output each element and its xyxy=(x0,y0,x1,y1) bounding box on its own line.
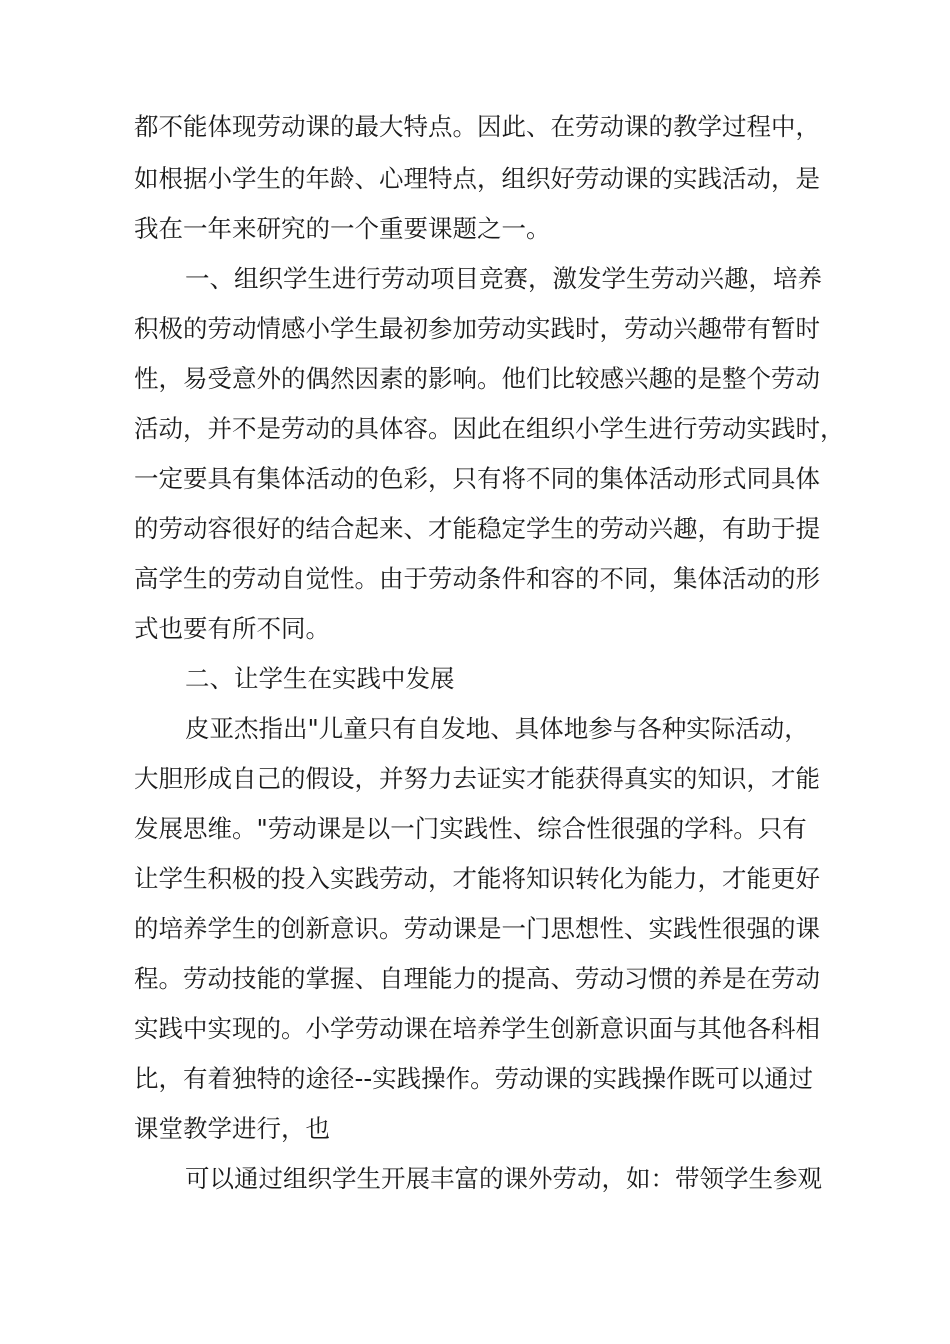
paragraph-line: 活动，并不是劳动的具体容。因此在组织小学生进行劳动实践时， xyxy=(134,414,845,443)
paragraph-line: 都不能体现劳动课的最大特点。因此、在劳动课的教学过程中， xyxy=(134,112,820,141)
paragraph-line: 可以通过组织学生开展丰富的课外劳动，如：带领学生参观 xyxy=(185,1164,822,1193)
paragraph-line: 让学生积极的投入实践劳动，才能将知识转化为能力，才能更好 xyxy=(134,864,820,893)
paragraph-line: 比，有着独特的途径--实践操作。劳动课的实践操作既可以通过 xyxy=(134,1064,814,1093)
paragraph-line: 一定要具有集体活动的色彩，只有将不同的集体活动形式同具体 xyxy=(134,464,820,493)
paragraph-line: 发展思维。"劳动课是以一门实践性、综合性很强的学科。只有 xyxy=(134,814,807,843)
paragraph-line: 大胆形成自己的假设，并努力去证实才能获得真实的知识，才能 xyxy=(134,764,820,793)
paragraph-line: 如根据小学生的年龄、心理特点，组织好劳动课的实践活动，是 xyxy=(134,164,820,193)
paragraph-line: 课堂教学进行，也 xyxy=(134,1114,330,1143)
paragraph-line: 高学生的劳动自觉性。由于劳动条件和容的不同，集体活动的形 xyxy=(134,564,820,593)
paragraph-line: 我在一年来研究的一个重要课题之一。 xyxy=(134,214,551,243)
paragraph-line: 实践中实现的。小学劳动课在培养学生创新意识面与其他各科相 xyxy=(134,1014,820,1043)
paragraph-line: 程。劳动技能的掌握、自理能力的提高、劳动习惯的养是在劳动 xyxy=(134,964,820,993)
paragraph-line: 的劳动容很好的结合起来、才能稳定学生的劳动兴趣，有助于提 xyxy=(134,514,820,543)
paragraph-line: 性，易受意外的偶然因素的影响。他们比较感兴趣的是整个劳动 xyxy=(134,364,820,393)
section-heading-1: 一、组织学生进行劳动项目竞赛，激发学生劳动兴趣，培养 xyxy=(185,264,822,293)
paragraph-line: 的培养学生的创新意识。劳动课是一门思想性、实践性很强的课 xyxy=(134,914,820,943)
paragraph-line: 积极的劳动情感小学生最初参加劳动实践时，劳动兴趣带有暂时 xyxy=(134,314,820,343)
paragraph-line: 式也要有所不同。 xyxy=(134,614,330,643)
section-heading-2: 二、让学生在实践中发展 xyxy=(185,664,455,693)
paragraph-line: 皮亚杰指出"儿童只有自发地、具体地参与各种实际活动， xyxy=(185,714,809,743)
